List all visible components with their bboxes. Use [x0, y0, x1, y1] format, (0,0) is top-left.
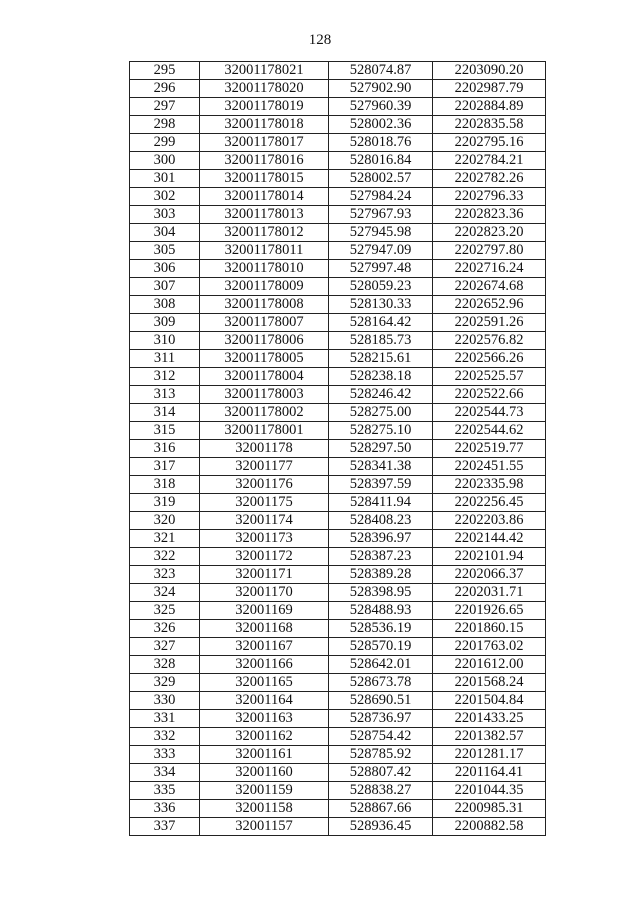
table-row — [130, 260, 546, 278]
point-id-cell: 32001178004 — [200, 368, 329, 386]
point-id-cell: 32001177 — [200, 458, 329, 476]
table-row — [130, 602, 546, 620]
y-coordinate-cell: 2202795.16 — [433, 134, 546, 152]
row-index-cell: 318 — [130, 476, 200, 494]
table-row — [130, 530, 546, 548]
y-coordinate-cell: 2202335.98 — [433, 476, 546, 494]
y-coordinate-cell: 2202784.21 — [433, 152, 546, 170]
x-coordinate-cell: 527960.39 — [329, 98, 433, 116]
y-coordinate-cell: 2200985.31 — [433, 800, 546, 818]
x-coordinate-cell: 528488.93 — [329, 602, 433, 620]
x-coordinate-cell: 528536.19 — [329, 620, 433, 638]
row-index-cell: 335 — [130, 782, 200, 800]
row-index-cell: 328 — [130, 656, 200, 674]
point-id-cell: 32001174 — [200, 512, 329, 530]
point-id-cell: 32001169 — [200, 602, 329, 620]
x-coordinate-cell: 528387.23 — [329, 548, 433, 566]
y-coordinate-cell: 2202066.37 — [433, 566, 546, 584]
y-coordinate-cell: 2201926.65 — [433, 602, 546, 620]
x-coordinate-cell: 528018.76 — [329, 134, 433, 152]
x-coordinate-cell: 528215.61 — [329, 350, 433, 368]
table-row — [130, 548, 546, 566]
row-index-cell: 310 — [130, 332, 200, 350]
point-id-cell: 32001178011 — [200, 242, 329, 260]
row-index-cell: 312 — [130, 368, 200, 386]
point-id-cell: 32001178019 — [200, 98, 329, 116]
x-coordinate-cell: 528754.42 — [329, 728, 433, 746]
x-coordinate-cell: 528570.19 — [329, 638, 433, 656]
x-coordinate-cell: 528130.33 — [329, 296, 433, 314]
y-coordinate-cell: 2202566.26 — [433, 350, 546, 368]
table-row — [130, 404, 546, 422]
row-index-cell: 300 — [130, 152, 200, 170]
table-row — [130, 80, 546, 98]
point-id-cell: 32001178002 — [200, 404, 329, 422]
point-id-cell: 32001173 — [200, 530, 329, 548]
x-coordinate-cell: 528164.42 — [329, 314, 433, 332]
point-id-cell: 32001178013 — [200, 206, 329, 224]
row-index-cell: 316 — [130, 440, 200, 458]
point-id-cell: 32001166 — [200, 656, 329, 674]
y-coordinate-cell: 2201044.35 — [433, 782, 546, 800]
table-row — [130, 638, 546, 656]
row-index-cell: 303 — [130, 206, 200, 224]
row-index-cell: 320 — [130, 512, 200, 530]
row-index-cell: 302 — [130, 188, 200, 206]
row-index-cell: 301 — [130, 170, 200, 188]
row-index-cell: 309 — [130, 314, 200, 332]
x-coordinate-cell: 528398.95 — [329, 584, 433, 602]
y-coordinate-cell: 2202782.26 — [433, 170, 546, 188]
table-row — [130, 584, 546, 602]
point-id-cell: 32001178018 — [200, 116, 329, 134]
coordinates-table-body — [130, 62, 546, 836]
point-id-cell: 32001162 — [200, 728, 329, 746]
x-coordinate-cell: 528642.01 — [329, 656, 433, 674]
table-row — [130, 494, 546, 512]
x-coordinate-cell: 528341.38 — [329, 458, 433, 476]
table-row — [130, 242, 546, 260]
x-coordinate-cell: 528059.23 — [329, 278, 433, 296]
y-coordinate-cell: 2202823.20 — [433, 224, 546, 242]
point-id-cell: 32001158 — [200, 800, 329, 818]
point-id-cell: 32001163 — [200, 710, 329, 728]
x-coordinate-cell: 528275.00 — [329, 404, 433, 422]
y-coordinate-cell: 2202823.36 — [433, 206, 546, 224]
table-row — [130, 350, 546, 368]
x-coordinate-cell: 528002.57 — [329, 170, 433, 188]
row-index-cell: 327 — [130, 638, 200, 656]
x-coordinate-cell: 528673.78 — [329, 674, 433, 692]
row-index-cell: 308 — [130, 296, 200, 314]
point-id-cell: 32001178021 — [200, 62, 329, 80]
table-row — [130, 62, 546, 80]
y-coordinate-cell: 2202101.94 — [433, 548, 546, 566]
x-coordinate-cell: 527997.48 — [329, 260, 433, 278]
point-id-cell: 32001171 — [200, 566, 329, 584]
table-row — [130, 620, 546, 638]
y-coordinate-cell: 2201568.24 — [433, 674, 546, 692]
x-coordinate-cell: 528411.94 — [329, 494, 433, 512]
y-coordinate-cell: 2202544.62 — [433, 422, 546, 440]
row-index-cell: 295 — [130, 62, 200, 80]
y-coordinate-cell: 2202591.26 — [433, 314, 546, 332]
point-id-cell: 32001178016 — [200, 152, 329, 170]
row-index-cell: 337 — [130, 818, 200, 836]
table-row — [130, 134, 546, 152]
x-coordinate-cell: 528408.23 — [329, 512, 433, 530]
y-coordinate-cell: 2201860.15 — [433, 620, 546, 638]
y-coordinate-cell: 2201763.02 — [433, 638, 546, 656]
x-coordinate-cell: 528074.87 — [329, 62, 433, 80]
row-index-cell: 298 — [130, 116, 200, 134]
x-coordinate-cell: 528807.42 — [329, 764, 433, 782]
row-index-cell: 333 — [130, 746, 200, 764]
table-row — [130, 224, 546, 242]
x-coordinate-cell: 528246.42 — [329, 386, 433, 404]
x-coordinate-cell: 528396.97 — [329, 530, 433, 548]
table-row — [130, 206, 546, 224]
y-coordinate-cell: 2202884.89 — [433, 98, 546, 116]
table-row — [130, 674, 546, 692]
x-coordinate-cell: 528690.51 — [329, 692, 433, 710]
x-coordinate-cell: 527967.93 — [329, 206, 433, 224]
row-index-cell: 296 — [130, 80, 200, 98]
point-id-cell: 32001178015 — [200, 170, 329, 188]
y-coordinate-cell: 2202987.79 — [433, 80, 546, 98]
row-index-cell: 315 — [130, 422, 200, 440]
x-coordinate-cell: 528397.59 — [329, 476, 433, 494]
row-index-cell: 311 — [130, 350, 200, 368]
point-id-cell: 32001178012 — [200, 224, 329, 242]
row-index-cell: 304 — [130, 224, 200, 242]
point-id-cell: 32001178010 — [200, 260, 329, 278]
row-index-cell: 332 — [130, 728, 200, 746]
table-row — [130, 710, 546, 728]
point-id-cell: 32001178020 — [200, 80, 329, 98]
table-row — [130, 800, 546, 818]
x-coordinate-cell: 528297.50 — [329, 440, 433, 458]
x-coordinate-cell: 528936.45 — [329, 818, 433, 836]
table-row — [130, 188, 546, 206]
table-row — [130, 98, 546, 116]
row-index-cell: 306 — [130, 260, 200, 278]
table-row — [130, 476, 546, 494]
row-index-cell: 329 — [130, 674, 200, 692]
row-index-cell: 325 — [130, 602, 200, 620]
y-coordinate-cell: 2201164.41 — [433, 764, 546, 782]
y-coordinate-cell: 2201281.17 — [433, 746, 546, 764]
x-coordinate-cell: 527902.90 — [329, 80, 433, 98]
x-coordinate-cell: 528867.66 — [329, 800, 433, 818]
y-coordinate-cell: 2202796.33 — [433, 188, 546, 206]
y-coordinate-cell: 2202451.55 — [433, 458, 546, 476]
y-coordinate-cell: 2202835.58 — [433, 116, 546, 134]
y-coordinate-cell: 2202674.68 — [433, 278, 546, 296]
x-coordinate-cell: 528736.97 — [329, 710, 433, 728]
row-index-cell: 323 — [130, 566, 200, 584]
table-row — [130, 368, 546, 386]
table-row — [130, 152, 546, 170]
point-id-cell: 32001167 — [200, 638, 329, 656]
y-coordinate-cell: 2201504.84 — [433, 692, 546, 710]
y-coordinate-cell: 2202203.86 — [433, 512, 546, 530]
y-coordinate-cell: 2202716.24 — [433, 260, 546, 278]
row-index-cell: 336 — [130, 800, 200, 818]
table-row — [130, 782, 546, 800]
x-coordinate-cell: 528016.84 — [329, 152, 433, 170]
y-coordinate-cell: 2202031.71 — [433, 584, 546, 602]
table-row — [130, 296, 546, 314]
x-coordinate-cell: 528838.27 — [329, 782, 433, 800]
table-row — [130, 422, 546, 440]
row-index-cell: 331 — [130, 710, 200, 728]
point-id-cell: 32001160 — [200, 764, 329, 782]
row-index-cell: 314 — [130, 404, 200, 422]
point-id-cell: 32001168 — [200, 620, 329, 638]
row-index-cell: 324 — [130, 584, 200, 602]
y-coordinate-cell: 2201612.00 — [433, 656, 546, 674]
x-coordinate-cell: 528002.36 — [329, 116, 433, 134]
point-id-cell: 32001178006 — [200, 332, 329, 350]
point-id-cell: 32001178 — [200, 440, 329, 458]
table-row — [130, 314, 546, 332]
y-coordinate-cell: 2203090.20 — [433, 62, 546, 80]
table-row — [130, 746, 546, 764]
point-id-cell: 32001178017 — [200, 134, 329, 152]
coordinates-table — [129, 61, 546, 836]
row-index-cell: 322 — [130, 548, 200, 566]
table-row — [130, 566, 546, 584]
point-id-cell: 32001159 — [200, 782, 329, 800]
table-row — [130, 692, 546, 710]
y-coordinate-cell: 2202522.66 — [433, 386, 546, 404]
table-row — [130, 656, 546, 674]
table-row — [130, 332, 546, 350]
x-coordinate-cell: 528389.28 — [329, 566, 433, 584]
point-id-cell: 32001164 — [200, 692, 329, 710]
y-coordinate-cell: 2202256.45 — [433, 494, 546, 512]
table-row — [130, 764, 546, 782]
x-coordinate-cell: 528238.18 — [329, 368, 433, 386]
row-index-cell: 317 — [130, 458, 200, 476]
point-id-cell: 32001178003 — [200, 386, 329, 404]
page-number: 128 — [308, 32, 332, 48]
y-coordinate-cell: 2201433.25 — [433, 710, 546, 728]
x-coordinate-cell: 527945.98 — [329, 224, 433, 242]
row-index-cell: 313 — [130, 386, 200, 404]
y-coordinate-cell: 2200882.58 — [433, 818, 546, 836]
point-id-cell: 32001178008 — [200, 296, 329, 314]
x-coordinate-cell: 528185.73 — [329, 332, 433, 350]
point-id-cell: 32001176 — [200, 476, 329, 494]
y-coordinate-cell: 2202652.96 — [433, 296, 546, 314]
table-row — [130, 386, 546, 404]
row-index-cell: 334 — [130, 764, 200, 782]
x-coordinate-cell: 528785.92 — [329, 746, 433, 764]
table-row — [130, 116, 546, 134]
table-row — [130, 440, 546, 458]
row-index-cell: 305 — [130, 242, 200, 260]
point-id-cell: 32001161 — [200, 746, 329, 764]
y-coordinate-cell: 2201382.57 — [433, 728, 546, 746]
point-id-cell: 32001178007 — [200, 314, 329, 332]
row-index-cell: 330 — [130, 692, 200, 710]
point-id-cell: 32001178005 — [200, 350, 329, 368]
point-id-cell: 32001178009 — [200, 278, 329, 296]
x-coordinate-cell: 528275.10 — [329, 422, 433, 440]
point-id-cell: 32001178014 — [200, 188, 329, 206]
table-row — [130, 818, 546, 836]
point-id-cell: 32001178001 — [200, 422, 329, 440]
row-index-cell: 299 — [130, 134, 200, 152]
row-index-cell: 321 — [130, 530, 200, 548]
point-id-cell: 32001172 — [200, 548, 329, 566]
row-index-cell: 307 — [130, 278, 200, 296]
table-row — [130, 512, 546, 530]
table-row — [130, 278, 546, 296]
x-coordinate-cell: 527947.09 — [329, 242, 433, 260]
y-coordinate-cell: 2202519.77 — [433, 440, 546, 458]
row-index-cell: 326 — [130, 620, 200, 638]
table-row — [130, 728, 546, 746]
x-coordinate-cell: 527984.24 — [329, 188, 433, 206]
point-id-cell: 32001170 — [200, 584, 329, 602]
row-index-cell: 319 — [130, 494, 200, 512]
table-row — [130, 458, 546, 476]
y-coordinate-cell: 2202525.57 — [433, 368, 546, 386]
point-id-cell: 32001165 — [200, 674, 329, 692]
y-coordinate-cell: 2202797.80 — [433, 242, 546, 260]
table-row — [130, 170, 546, 188]
point-id-cell: 32001157 — [200, 818, 329, 836]
y-coordinate-cell: 2202144.42 — [433, 530, 546, 548]
y-coordinate-cell: 2202576.82 — [433, 332, 546, 350]
row-index-cell: 297 — [130, 98, 200, 116]
point-id-cell: 32001175 — [200, 494, 329, 512]
y-coordinate-cell: 2202544.73 — [433, 404, 546, 422]
